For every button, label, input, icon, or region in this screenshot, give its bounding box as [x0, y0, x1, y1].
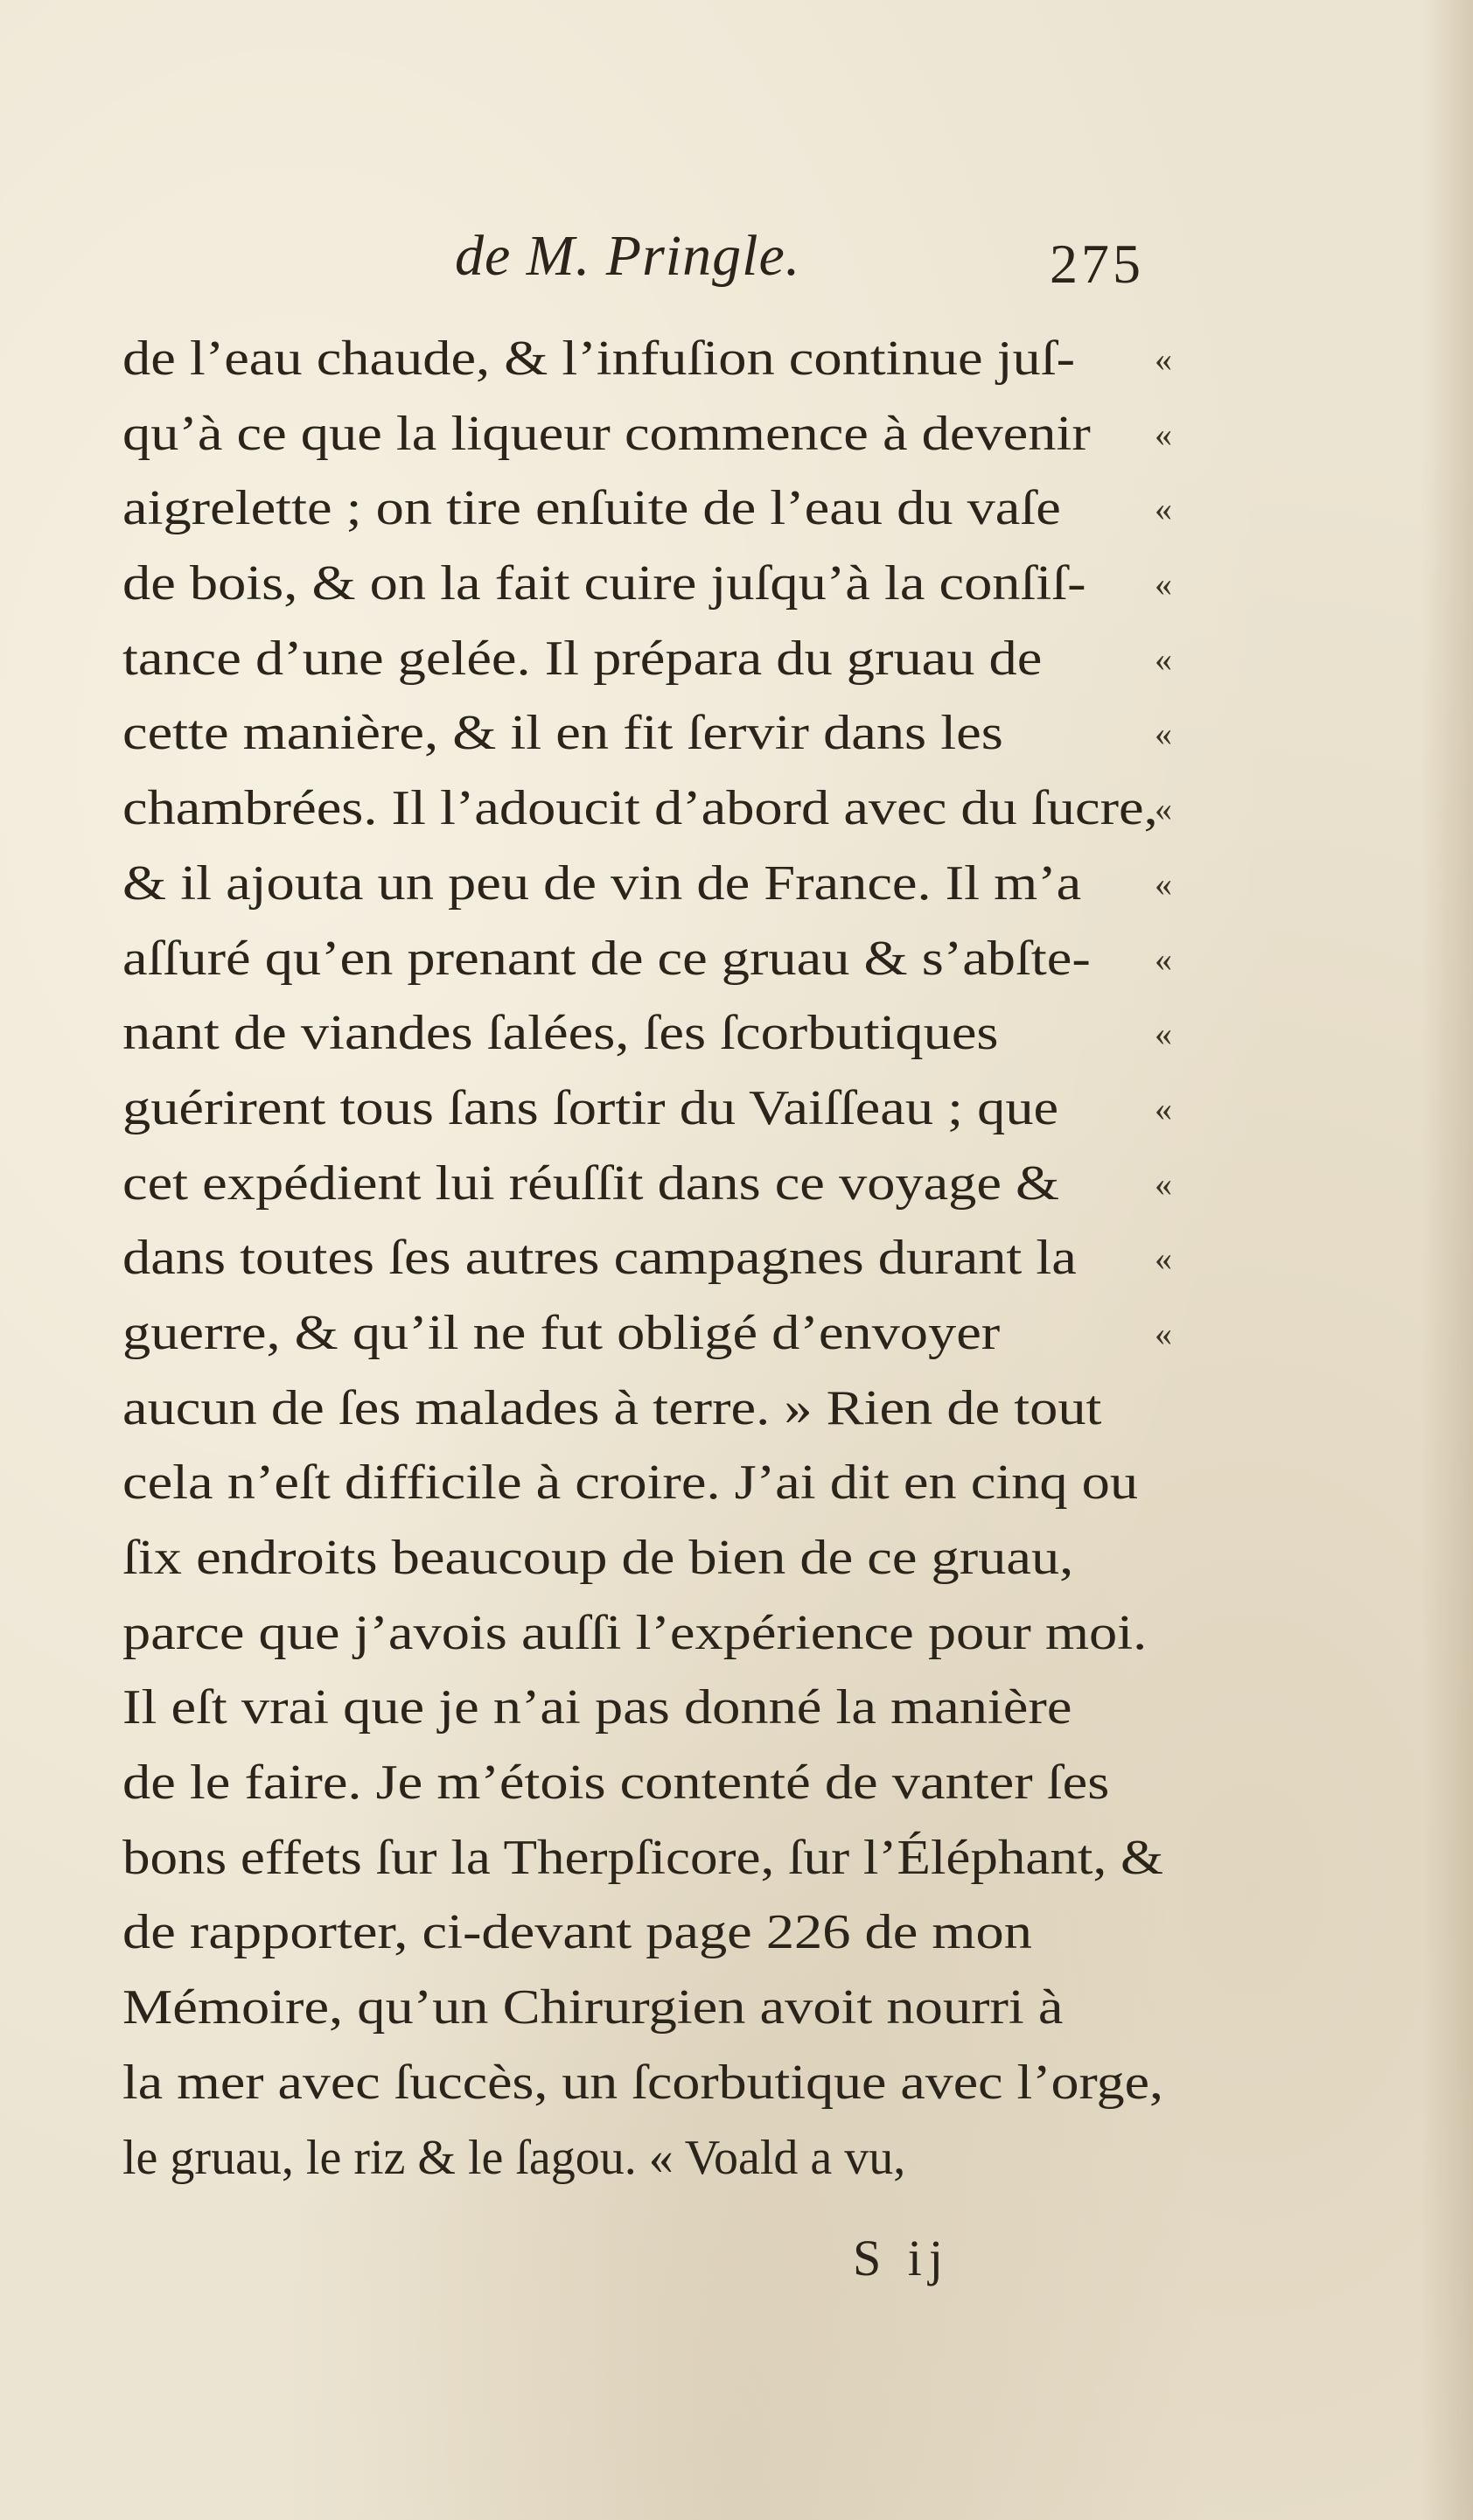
line-text: aigrelette ; on tire enſuite de l’eau du vaſe: [122, 481, 1061, 536]
text-line: [122, 622, 1190, 697]
line-text: guerre, & qu’il ne fut obligé d’envoyer: [122, 1305, 1001, 1360]
text-line: [122, 1296, 1190, 1372]
text-line: [122, 1821, 1190, 1896]
quote-mark: «: [1155, 789, 1172, 829]
line-text: nant de viandes ſalées, ſes ſcorbutiques: [122, 1006, 999, 1061]
text-line: [122, 1372, 1190, 1447]
line-text: le gruau, le riz & le ſagou. « Voald a vu,: [122, 2130, 906, 2185]
line-text: cet expédient lui réuſſit dans ce voyage &: [122, 1155, 1060, 1211]
text-line: [122, 922, 1190, 997]
quote-mark: «: [1155, 714, 1172, 754]
line-text: Il eſt vrai que je n’ai pas donné la manière: [122, 1680, 1072, 1735]
signature-mark: S ij: [853, 2230, 950, 2286]
line-text: parce que j’avois auſſi l’expérience pour moi.: [122, 1605, 1148, 1660]
running-title: de M. Pringle.: [455, 224, 801, 288]
text-line: [122, 1072, 1190, 1147]
line-text: Mémoire, qu’un Chirurgien avoit nourri à: [122, 1980, 1064, 2035]
text-line: [122, 2121, 1190, 2196]
page-header: [455, 223, 945, 302]
text-line: [122, 1895, 1190, 1971]
text-line: [122, 1221, 1190, 1296]
quote-mark: «: [1155, 489, 1172, 529]
line-text: de bois, & on la fait cuire juſqu’à la conſiſ-: [122, 556, 1086, 611]
text-line: [122, 996, 1190, 1072]
text-line: [122, 771, 1190, 847]
line-text: ſix endroits beaucoup de bien de ce gruau,: [122, 1531, 1074, 1585]
line-text: de le faire. Je m’étois contenté de vanter ſes: [122, 1756, 1110, 1811]
text-line: [122, 1671, 1190, 1746]
line-text: de rapporter, ci-devant page 226 de mon: [122, 1905, 1032, 1960]
text-line: [122, 1521, 1190, 1596]
line-text: tance d’une gelée. Il prépara du gruau de: [122, 631, 1043, 686]
text-line: [122, 397, 1190, 472]
text-line: [122, 547, 1190, 622]
text-line: [122, 1971, 1190, 2046]
line-text: la mer avec ſuccès, un ſcorbutique avec l’orge,: [122, 2055, 1163, 2110]
text-line: [122, 322, 1190, 397]
line-text: & il ajouta un peu de vin de France. Il m’a: [122, 855, 1082, 911]
line-text: chambrées. Il l’adoucit d’abord avec du ſucre,: [122, 781, 1158, 836]
quote-mark: «: [1155, 863, 1172, 904]
line-text: de l’eau chaude, & l’infuſion continue juſ-: [122, 332, 1076, 386]
quote-mark: «: [1155, 1088, 1172, 1128]
quote-mark: «: [1155, 1163, 1172, 1204]
text-line: [122, 1446, 1190, 1521]
page-number: 275: [1050, 233, 1144, 295]
quote-mark: «: [1155, 1239, 1172, 1279]
quote-mark: «: [1155, 1313, 1172, 1353]
line-text: bons effets ſur la Therpſicore, ſur l’Éléphant, &: [122, 1830, 1164, 1885]
quote-mark: «: [1155, 639, 1172, 679]
line-text: aucun de ſes malades à terre. » Rien de tout: [122, 1380, 1102, 1435]
text-line: [122, 2046, 1190, 2121]
quote-mark: «: [1155, 939, 1172, 979]
page-edge-shadow: [1421, 0, 1473, 2520]
line-text: cela n’eſt difficile à croire. J’ai dit en cinq ou: [122, 1455, 1139, 1511]
text-line: [122, 471, 1190, 547]
quote-mark: «: [1155, 339, 1172, 379]
quote-mark: «: [1155, 564, 1172, 604]
text-line: [122, 1746, 1190, 1821]
text-line: [122, 696, 1190, 771]
quote-mark: «: [1155, 414, 1172, 454]
text-line: [122, 1596, 1190, 1672]
line-text: guérirent tous ſans ſortir du Vaiſſeau ; que: [122, 1080, 1059, 1135]
text-line: [122, 847, 1190, 922]
line-text: dans toutes ſes autres campagnes durant la: [122, 1231, 1077, 1286]
body-text: [122, 322, 1190, 2195]
line-text: qu’à ce que la liqueur commence à devenir: [122, 406, 1091, 461]
text-line: [122, 1147, 1190, 1222]
line-text: aſſuré qu’en prenant de ce gruau & s’abſte-: [122, 931, 1091, 986]
line-text: cette manière, & il en fit ſervir dans les: [122, 706, 1003, 761]
quote-mark: «: [1155, 1014, 1172, 1054]
